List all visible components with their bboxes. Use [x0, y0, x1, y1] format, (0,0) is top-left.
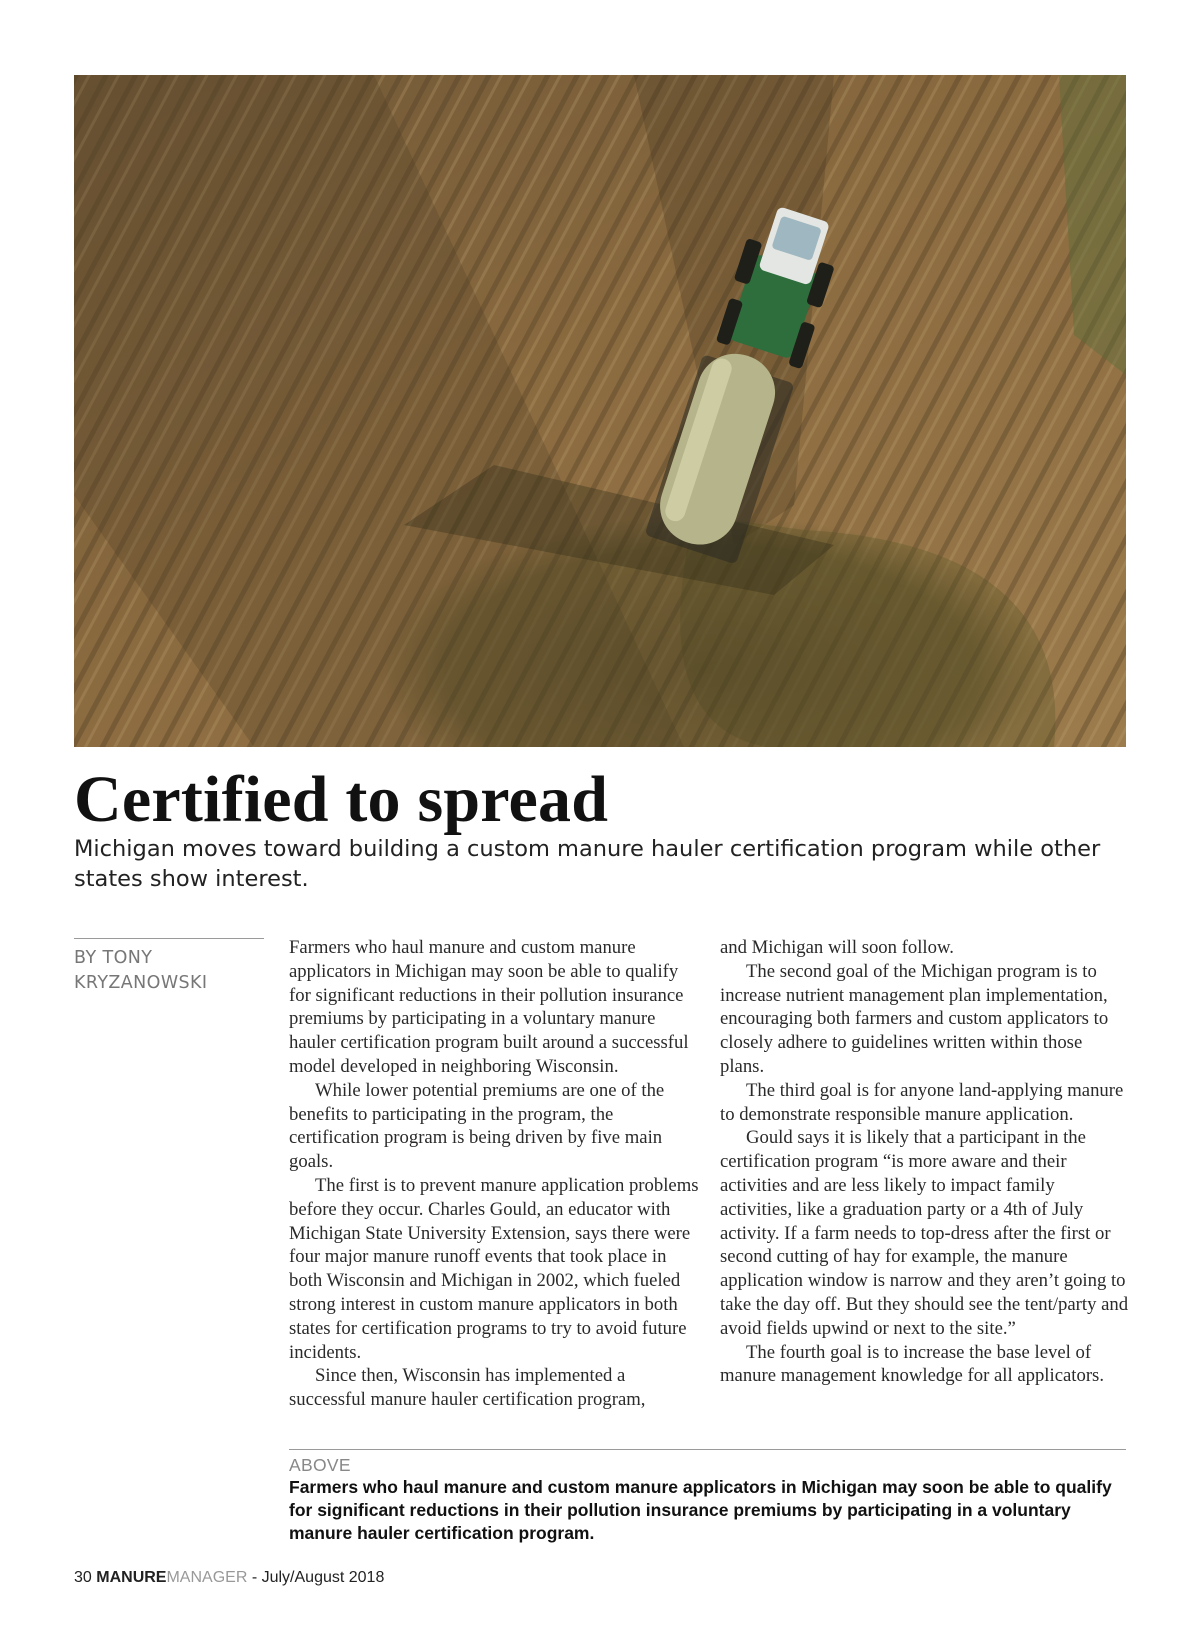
- magazine-name-part2: MANAGER: [166, 1569, 248, 1586]
- page-footer: [74, 1568, 384, 1588]
- magazine-name-part1: MANURE: [96, 1569, 167, 1586]
- body-paragraph: Gould says it is likely that a participant in the certification program “is more aware and their activities and are less likely to impact family activities, like a graduation party or a 4th of July activity. If a farm needs to top-dress after the first or second cutting of hay for example, the manure application window is narrow and they aren’t going to take the day off. But they should see the tent/party and avoid fields upwind or next to the site.”: [720, 1127, 1129, 1339]
- caption-divider: [289, 1449, 1126, 1450]
- byline-line: BY TONY: [74, 948, 153, 968]
- body-paragraph: Farmers who haul manure and custom manure applicators in Michigan may soon be able to qualify for significant reductions in their pollution insurance premiums by participating in a voluntary manure hauler certification program built around a successful model developed in neighboring Wisconsin.: [289, 937, 689, 1077]
- caption-label: ABOVE: [289, 1455, 351, 1475]
- byline: [74, 946, 264, 996]
- photo-caption: Farmers who haul manure and custom manure applicators in Michigan may soon be able to qualify for significant reductions in their pollution insurance premiums by participating in a voluntary manure hauler certification program.: [289, 1477, 1112, 1543]
- article-column-1: [289, 936, 699, 1412]
- article-column-2: [720, 936, 1130, 1388]
- body-paragraph: While lower potential premiums are one of the benefits to participating in the program, the certification program is being driven by five main goals.: [289, 1079, 665, 1173]
- body-paragraph: The third goal is for anyone land-applying manure to demonstrate responsible manure application.: [720, 1079, 1124, 1125]
- byline-line: KRYZANOWSKI: [74, 973, 208, 993]
- article-headline: Certified to spread: [74, 763, 609, 836]
- byline-divider: [74, 938, 264, 939]
- body-paragraph: Since then, Wisconsin has implemented a successful manure hauler certification program,: [289, 1365, 646, 1411]
- aerial-tractor-manure-spreader-photo: [74, 75, 1126, 747]
- page-number: 30: [74, 1569, 92, 1586]
- hero-photo: [74, 75, 1126, 747]
- body-paragraph: The fourth goal is to increase the base level of manure management knowledge for all applicators.: [720, 1341, 1104, 1387]
- body-paragraph: and Michigan will soon follow.: [720, 937, 954, 958]
- body-paragraph: The second goal of the Michigan program is to increase nutrient management plan implementation, encouraging both farmers and custom applicators to closely adhere to guidelines written within those plans.: [720, 960, 1109, 1077]
- body-paragraph: The first is to prevent manure application problems before they occur. Charles Gould, an educator with Michigan State University Extension, says there were four major manure runoff events that took place in both Wisconsin and Michigan in 2002, which fueled strong interest in custom manure applicators in both states for certification programs to try to avoid future incidents.: [289, 1174, 699, 1363]
- issue-date: - July/August 2018: [251, 1569, 385, 1586]
- article-deck: Michigan moves toward building a custom manure hauler certification program while other states show interest.: [74, 836, 1101, 892]
